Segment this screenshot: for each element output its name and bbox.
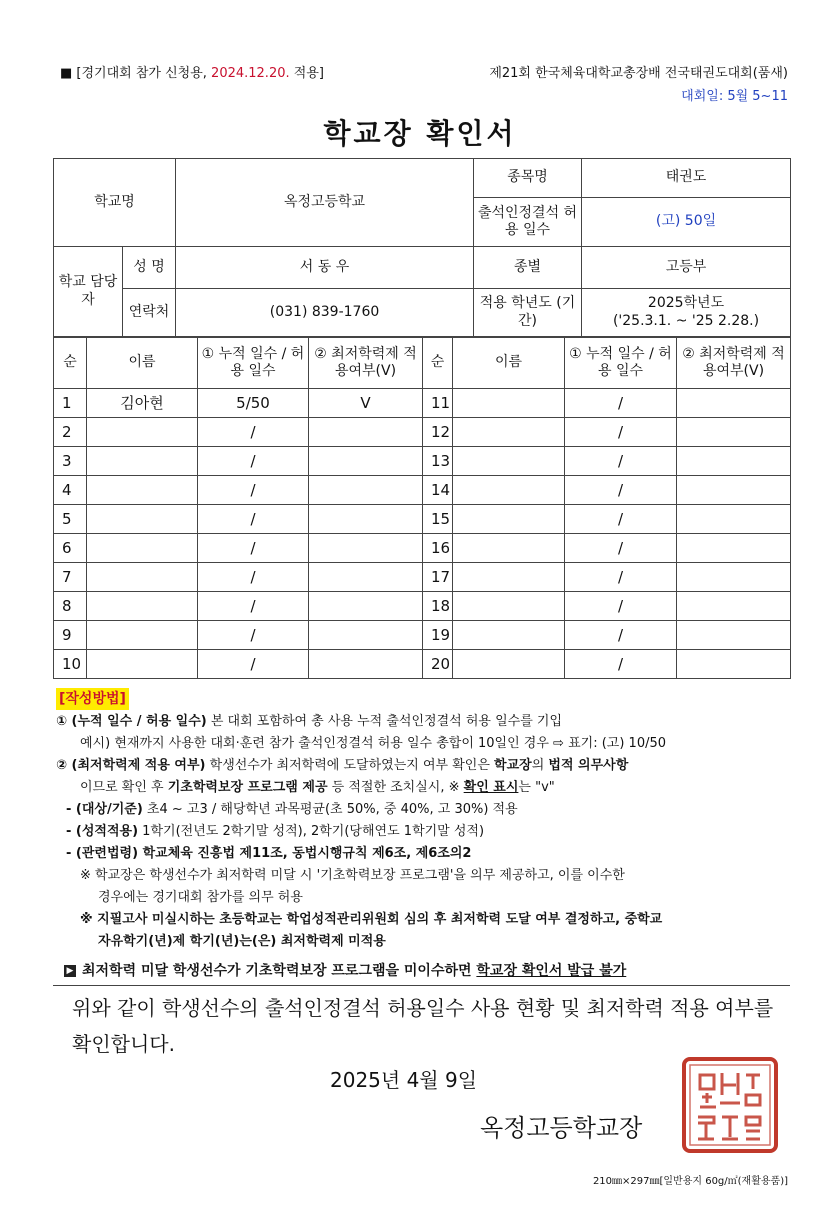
row-number: 8 xyxy=(54,592,87,621)
table-row xyxy=(54,621,791,650)
row-number: 13 xyxy=(423,447,453,476)
row-number: 14 xyxy=(423,476,453,505)
minimum-check-cell[interactable] xyxy=(309,563,423,592)
athlete-name-cell[interactable] xyxy=(453,534,565,563)
detail-grades: - (성적적용) 1학기(전년도 2학기말 성적), 2학기(당해연도 1학기말 성적) xyxy=(66,824,485,839)
minimum-check-cell[interactable] xyxy=(309,621,423,650)
year-label: 적용 학년도 (기간) xyxy=(474,289,582,337)
contact-label: 연락처 xyxy=(123,289,176,337)
days-cell[interactable]: / xyxy=(198,505,309,534)
name-value[interactable]: 서 동 우 xyxy=(176,247,474,289)
note-1-example: 예시) 현재까지 사용한 대회·훈련 참가 출석인정결석 허용 일수 총합이 10일인 경우 ⇨ 표기: (고) 10/50 xyxy=(80,736,667,751)
table-row xyxy=(54,592,791,621)
table-row xyxy=(54,418,791,447)
instructions-heading: [작성방법] xyxy=(56,688,129,710)
detail-target: - (대상/기준) 초4 ~ 고3 / 해당학년 과목평균(초 50%, 중 40%, 고 30%) 적용 xyxy=(66,802,518,817)
col-no: 순 xyxy=(54,338,87,389)
detail-law: - (관련법령) 학교체육 진흥법 제11조, 동법시행규칙 제6조, 제6조의2 xyxy=(66,846,472,861)
minimum-check-cell[interactable] xyxy=(677,563,791,592)
issue-date[interactable]: 2025년 4월 9일 xyxy=(330,1068,478,1092)
minimum-check-cell[interactable] xyxy=(309,592,423,621)
row-number: 20 xyxy=(423,650,453,679)
attend-value[interactable]: (고) 50일 xyxy=(582,198,791,247)
note-2-cont: 이므로 확인 후 기초학력보장 프로그램 제공 등 적절한 조치실시, ※ 확인 표시는 "v" xyxy=(80,780,555,795)
col-minimum: ② 최저학력제 적용여부(V) xyxy=(309,338,423,389)
contact-value[interactable]: (031) 839-1760 xyxy=(176,289,474,337)
athlete-name-cell[interactable] xyxy=(453,418,565,447)
minimum-check-cell[interactable] xyxy=(677,621,791,650)
sub-note-1-cont: 경우에는 경기대회 참가를 의무 허용 xyxy=(98,890,303,905)
row-number: 10 xyxy=(54,650,87,679)
days-cell[interactable]: / xyxy=(565,563,677,592)
days-cell[interactable]: / xyxy=(565,505,677,534)
usage-note: ■ [경기대회 참가 신청용, 2024.12.20. 적용] xyxy=(60,66,324,81)
days-cell[interactable]: / xyxy=(565,447,677,476)
minimum-check-cell[interactable] xyxy=(677,505,791,534)
row-number: 17 xyxy=(423,563,453,592)
days-cell[interactable]: / xyxy=(198,418,309,447)
row-number: 5 xyxy=(54,505,87,534)
effective-date: 2024.12.20. xyxy=(211,66,290,81)
minimum-check-cell[interactable] xyxy=(309,650,423,679)
paper-spec: 210㎜×297㎜[일반용지 60g/㎡(재활용품)] xyxy=(592,1176,788,1187)
division-label: 종별 xyxy=(474,247,582,289)
athlete-name-cell[interactable] xyxy=(87,418,198,447)
col-minimum: ② 최저학력제 적용여부(V) xyxy=(677,338,791,389)
days-cell[interactable]: / xyxy=(565,476,677,505)
attend-label: 출석인정결석 허용 일수 xyxy=(474,198,582,247)
days-cell[interactable]: / xyxy=(198,650,309,679)
days-cell[interactable]: / xyxy=(198,621,309,650)
name-label: 성 명 xyxy=(123,247,176,289)
minimum-check-cell[interactable] xyxy=(309,534,423,563)
row-number: 2 xyxy=(54,418,87,447)
athlete-name-cell[interactable] xyxy=(87,650,198,679)
athlete-name-cell[interactable] xyxy=(453,505,565,534)
days-cell[interactable]: / xyxy=(565,592,677,621)
event-value[interactable]: 태권도 xyxy=(582,159,791,198)
final-warning: ▶ 최저학력 미달 학생선수가 기초학력보장 프로그램을 미이수하면 학교장 확인서 발급 불가 xyxy=(64,960,626,980)
row-number: 1 xyxy=(54,389,87,418)
minimum-check-cell[interactable]: V xyxy=(309,389,423,418)
row-number: 16 xyxy=(423,534,453,563)
division-value[interactable]: 고등부 xyxy=(582,247,791,289)
row-number: 19 xyxy=(423,621,453,650)
row-number: 3 xyxy=(54,447,87,476)
minimum-check-cell[interactable] xyxy=(309,418,423,447)
school-value[interactable]: 옥정고등학교 xyxy=(176,159,474,247)
document-header xyxy=(60,62,788,104)
days-cell[interactable]: / xyxy=(565,418,677,447)
year-period: ('25.3.1. ~ '25 2.28.) xyxy=(612,312,760,329)
school-seal xyxy=(680,1055,780,1155)
athlete-name-cell[interactable] xyxy=(453,563,565,592)
minimum-check-cell[interactable] xyxy=(309,447,423,476)
athlete-name-cell[interactable] xyxy=(87,447,198,476)
athlete-name-cell[interactable] xyxy=(87,476,198,505)
days-cell[interactable]: / xyxy=(565,650,677,679)
days-cell[interactable]: / xyxy=(565,389,677,418)
days-cell[interactable]: / xyxy=(565,534,677,563)
event-dates: 대회일: 5월 5~11 xyxy=(681,89,788,104)
row-number: 18 xyxy=(423,592,453,621)
athlete-table xyxy=(53,337,791,679)
table-row xyxy=(54,505,791,534)
athlete-name-cell[interactable]: 김아현 xyxy=(87,389,198,418)
divider xyxy=(53,985,790,986)
days-cell[interactable]: / xyxy=(198,476,309,505)
row-number: 9 xyxy=(54,621,87,650)
col-days: ① 누적 일수 / 허용 일수 xyxy=(198,338,309,389)
table-header-row xyxy=(54,338,791,389)
row-number: 11 xyxy=(423,389,453,418)
manager-label: 학교 담당자 xyxy=(54,247,123,337)
principal-signature-line: 옥정고등학교장 xyxy=(480,1114,643,1142)
year-cell[interactable] xyxy=(582,289,791,337)
minimum-check-cell[interactable] xyxy=(677,447,791,476)
row-number: 12 xyxy=(423,418,453,447)
competition-name: 제21회 한국체육대학교총장배 전국태권도대회(품새) xyxy=(489,66,788,81)
athlete-name-cell[interactable] xyxy=(87,621,198,650)
athlete-name-cell[interactable] xyxy=(453,592,565,621)
page-title: 학교장 확인서 xyxy=(323,117,517,150)
athlete-name-cell[interactable] xyxy=(453,476,565,505)
days-cell[interactable]: / xyxy=(198,592,309,621)
row-number: 6 xyxy=(54,534,87,563)
row-number: 7 xyxy=(54,563,87,592)
days-cell[interactable]: / xyxy=(198,563,309,592)
days-cell[interactable]: / xyxy=(198,447,309,476)
note-2: ② (최저학력제 적용 여부) 학생선수가 최저학력에 도달하였는지 여부 확인은 학교장의 법적 의무사항 xyxy=(56,758,629,773)
col-name: 이름 xyxy=(87,338,198,389)
athlete-name-cell[interactable] xyxy=(87,563,198,592)
instructions xyxy=(56,688,791,953)
athlete-name-cell[interactable] xyxy=(453,389,565,418)
event-label: 종목명 xyxy=(474,159,582,198)
arrow-box-icon: ▶ xyxy=(64,965,76,977)
athlete-name-cell[interactable] xyxy=(453,650,565,679)
days-cell[interactable]: / xyxy=(198,534,309,563)
info-table xyxy=(53,158,791,337)
row-number: 15 xyxy=(423,505,453,534)
days-cell[interactable]: 5/50 xyxy=(198,389,309,418)
col-name: 이름 xyxy=(453,338,565,389)
minimum-check-cell[interactable] xyxy=(309,505,423,534)
sub-note-2-cont: 자유학기(년)제 학기(년)는(은) 최저학력제 미적용 xyxy=(98,934,386,949)
school-label: 학교명 xyxy=(54,159,176,247)
table-row xyxy=(54,563,791,592)
col-no: 순 xyxy=(423,338,453,389)
athlete-name-cell[interactable] xyxy=(453,621,565,650)
table-row xyxy=(54,389,791,418)
note-1: ① (누적 일수 / 허용 일수) 본 대회 포함하여 총 사용 누적 출석인정결석 허용 일수를 기입 xyxy=(56,714,563,729)
table-row xyxy=(54,447,791,476)
sub-note-1: ※ 학교장은 학생선수가 최저학력 미달 시 '기초학력보장 프로그램'을 의무 제공하고, 이를 이수한 xyxy=(80,868,625,883)
confirmation-statement: 위와 같이 학생선수의 출석인정결석 허용일수 사용 현황 및 최저학력 적용 여부를 확인합니다. xyxy=(72,996,774,1056)
minimum-check-cell[interactable] xyxy=(677,650,791,679)
row-number: 4 xyxy=(54,476,87,505)
minimum-check-cell[interactable] xyxy=(677,534,791,563)
minimum-check-cell[interactable] xyxy=(677,389,791,418)
table-row xyxy=(54,650,791,679)
table-row xyxy=(54,476,791,505)
year-value: 2025학년도 xyxy=(647,295,725,311)
table-row xyxy=(54,534,791,563)
athlete-name-cell[interactable] xyxy=(87,592,198,621)
sub-note-2: ※ 지필고사 미실시하는 초등학교는 학업성적관리위원회 심의 후 최저학력 도달 여부 결정하고, 중학교 xyxy=(80,912,663,927)
minimum-check-cell[interactable] xyxy=(677,592,791,621)
minimum-check-cell[interactable] xyxy=(309,476,423,505)
athlete-name-cell[interactable] xyxy=(87,505,198,534)
athlete-name-cell[interactable] xyxy=(453,447,565,476)
minimum-check-cell[interactable] xyxy=(677,476,791,505)
days-cell[interactable]: / xyxy=(565,621,677,650)
athlete-name-cell[interactable] xyxy=(87,534,198,563)
col-days: ① 누적 일수 / 허용 일수 xyxy=(565,338,677,389)
minimum-check-cell[interactable] xyxy=(677,418,791,447)
